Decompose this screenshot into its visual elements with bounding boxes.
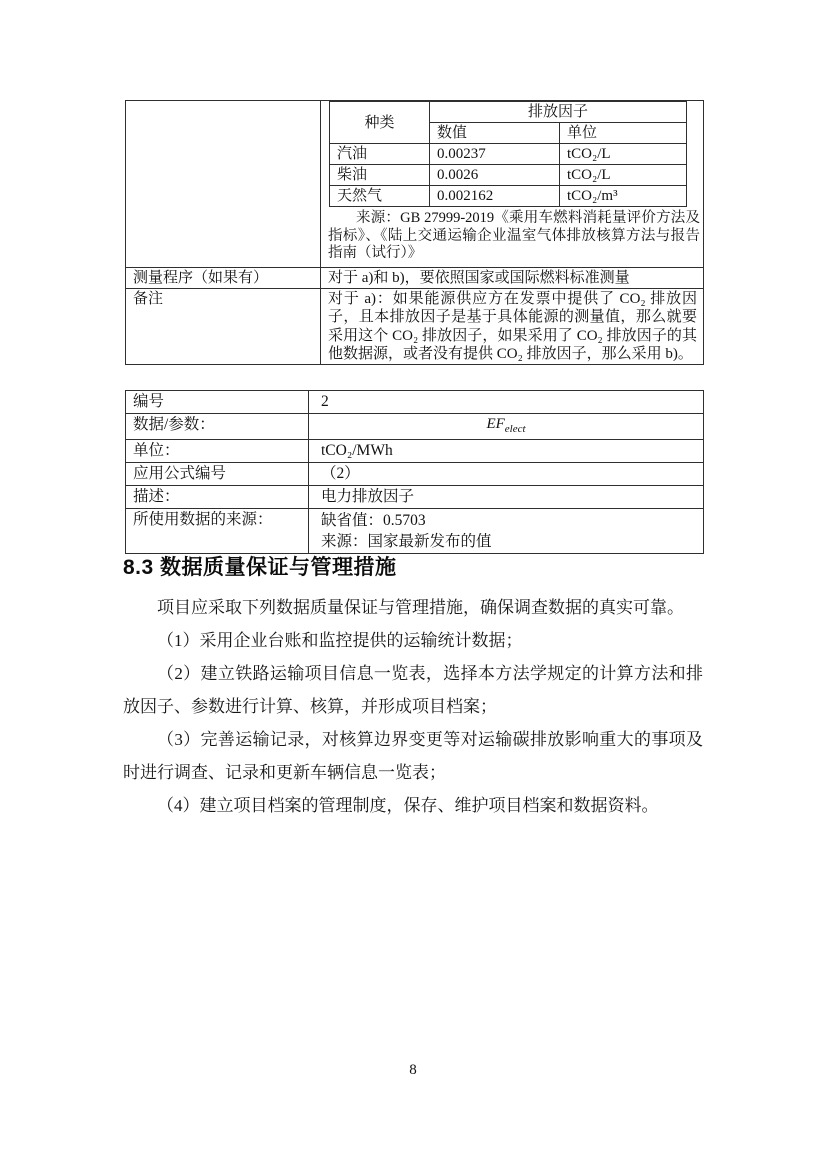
row-value	[309, 509, 704, 554]
fuel-factor-cell	[321, 101, 704, 268]
parameter-number-row	[126, 391, 704, 414]
paragraph-item-1: （1）采用企业台账和监控提供的运输统计数据；	[157, 631, 523, 650]
row-label: 应用公式编号	[126, 463, 309, 486]
row-label: 数据/参数：	[126, 414, 309, 440]
col-header-factor: 排放因子	[430, 102, 687, 123]
paragraph-item-4: （4）建立项目档案的管理制度，保存、维护项目档案和数据资料。	[157, 796, 659, 815]
row-label: 单位：	[126, 440, 309, 463]
data-source-note: 来源：GB 27999-2019《乘用车燃料消耗量评价方法及指标》、《陆上交通运输企业温室气体排放核算方法与报告指南（试行）》	[328, 210, 700, 262]
fuel-value: 0.00237	[430, 144, 560, 165]
source-line: 来源：国家最新发布的值	[321, 533, 492, 550]
col-header-type: 种类	[330, 102, 430, 144]
row-value: 电力排放因子	[309, 486, 704, 509]
row-label: 测量程序（如果有）	[126, 267, 321, 288]
fuel-unit: tCO₂/L	[560, 144, 687, 165]
paragraph-item-3: （3）完善运输记录，对核算边界变更等对运输碳排放影响重大的事项及时进行调查、记录和更新车辆信息一览表；	[123, 730, 703, 782]
empty-label-cell	[126, 101, 321, 268]
fuel-unit: tCO₂/m³	[560, 186, 687, 207]
row-content: 对于 a)和 b)，要依照国家或国际燃料标准测量	[321, 267, 704, 288]
emission-factor-outer-table	[125, 100, 704, 365]
page-number: 8	[409, 1062, 417, 1078]
fuel-unit: tCO₂/L	[560, 165, 687, 186]
data-source-row	[126, 509, 704, 554]
row-value: tCO₂/MWh	[309, 440, 704, 463]
fuel-type: 汽油	[330, 144, 430, 165]
paragraph-item-2: （2）建立铁路运输项目信息一览表，选择本方法学规定的计算方法和排放因子、参数进行计算、核算，并形成项目档案；	[123, 664, 703, 716]
table-row-diesel	[330, 165, 687, 186]
row-value: （2）	[309, 463, 704, 486]
row-content: 对于 a)：如果能源供应方在发票中提供了 CO₂ 排放因子，且本排放因子是基于具体能源的测量值，那么就要采用这个 CO₂ 排放因子，如果采用了 CO₂ 排放因子的其他数据源，或者没有提供 CO₂ 排放因子，那么采用 b)。	[321, 288, 704, 365]
fuel-type: 天然气	[330, 186, 430, 207]
table-row-gasoline	[330, 144, 687, 165]
parameter-symbol: $EF_{elect}$	[309, 414, 704, 440]
row-value: 2	[309, 391, 704, 414]
fuel-value: 0.0026	[430, 165, 560, 186]
table-row	[126, 101, 704, 268]
default-value-line: 缺省值：0.5703	[321, 512, 426, 529]
fuel-emission-factor-table	[329, 101, 687, 207]
fuel-type: 柴油	[330, 165, 430, 186]
remarks-row	[126, 288, 704, 365]
parameter-unit-row	[126, 440, 704, 463]
col-header-value: 数值	[430, 123, 560, 144]
col-header-unit: 单位	[560, 123, 687, 144]
paragraph-intro: 项目应采取下列数据质量保证与管理措施，确保调查数据的真实可靠。	[157, 598, 684, 617]
row-label: 备注	[126, 288, 321, 365]
measurement-procedure-row	[126, 267, 704, 288]
description-row	[126, 486, 704, 509]
table-header-row	[330, 102, 687, 123]
parameter-table	[125, 390, 704, 554]
fuel-value: 0.002162	[430, 186, 560, 207]
row-label: 描述：	[126, 486, 309, 509]
formula-number-row	[126, 463, 704, 486]
row-label: 所使用数据的来源：	[126, 509, 309, 554]
section-heading: 8.3 数据质量保证与管理措施	[123, 556, 397, 579]
parameter-symbol-row	[126, 414, 704, 440]
section-body	[123, 591, 703, 822]
table-row-natural-gas	[330, 186, 687, 207]
row-label: 编号	[126, 391, 309, 414]
